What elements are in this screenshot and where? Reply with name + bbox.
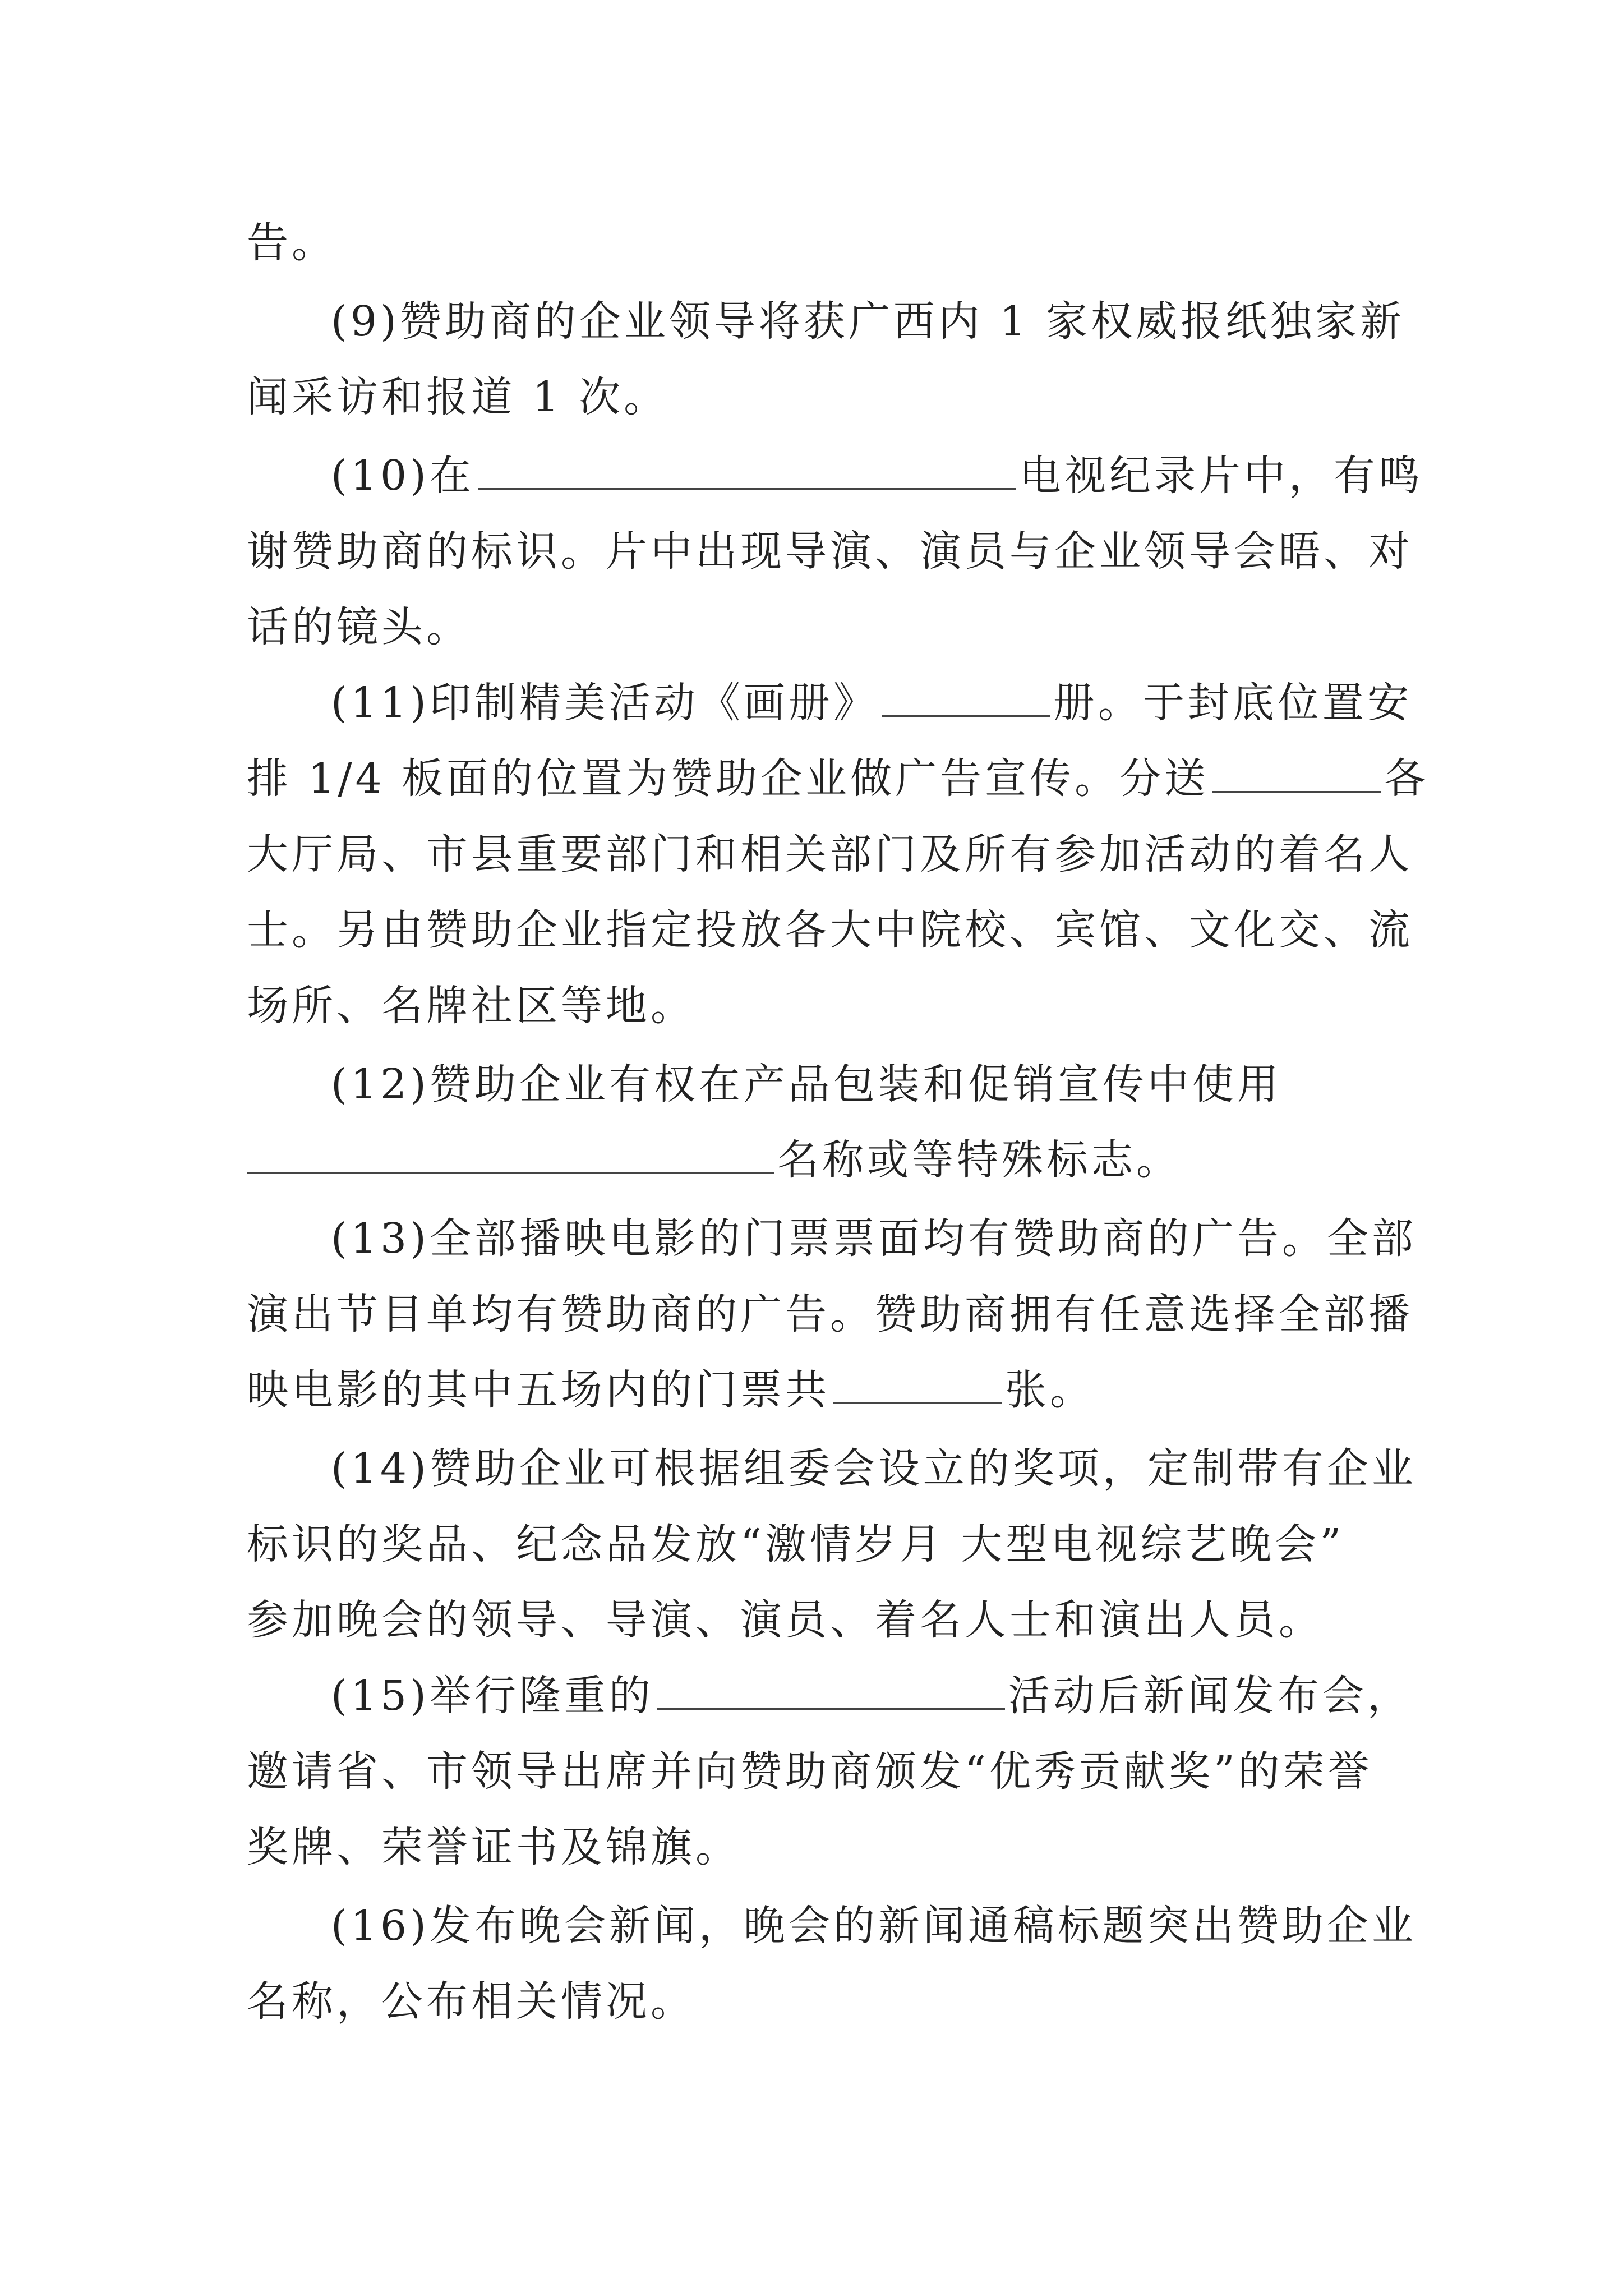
paragraph-14-line-1: (14)赞助企业可根据组委会设立的奖项，定制带有企业 [331, 1444, 1417, 1493]
paragraph-11-suffix: 册。于封底位置安 [1053, 679, 1412, 727]
fill-in-blank-documentary [478, 449, 1016, 490]
fill-in-blank-ticket-count [833, 1363, 1002, 1404]
paragraph-13-line-3-suffix: 张。 [1005, 1366, 1095, 1414]
paragraph-16-line-1: (16)发布晚会新闻，晚会的新闻通稿标题突出赞助企业 [331, 1902, 1417, 1950]
paragraph-10-line-3: 话的镜头。 [247, 603, 471, 651]
paragraph-11-line-3: 大厅局、市县重要部门和相关部门及所有参加活动的着名人 [247, 830, 1413, 878]
paragraph-9-line-1: (9)赞助商的企业领导将获广西内 1 家权威报纸独家新 [331, 297, 1405, 346]
paragraph-10-prefix: (10)在 [331, 452, 474, 500]
paragraph-10-suffix: 电视纪录片中，有鸣 [1019, 452, 1423, 500]
paragraph-12-suffix: 名称或等特殊标志。 [777, 1136, 1181, 1184]
paragraph-13-line-2: 演出节目单均有赞助商的广告。赞助商拥有任意选择全部播 [247, 1290, 1413, 1338]
paragraph-11-line-1 [331, 676, 1412, 730]
fill-in-blank-album-count [882, 676, 1050, 717]
paragraph-12-line-2 [247, 1133, 1391, 1187]
paragraph-11-prefix: (11)印制精美活动《画册》 [331, 679, 878, 727]
paragraph-13-line-3 [247, 1363, 1391, 1417]
fill-in-blank-event-name [657, 1669, 1005, 1710]
paragraph-14-line-2: 标识的奖品、纪念品发放“激情岁月 大型电视综艺晚会” [247, 1520, 1345, 1568]
paragraph-11-line-5: 场所、名牌社区等地。 [247, 982, 695, 1030]
paragraph-15-line-1 [331, 1669, 1412, 1723]
paragraph-12-line-1: (12)赞助企业有权在产品包装和促销宣传中使用 [331, 1060, 1282, 1108]
paragraph-16-line-2: 名称，公布相关情况。 [247, 1977, 695, 2026]
paragraph-13-line-3-prefix: 映电影的其中五场内的门票共 [247, 1366, 830, 1414]
paragraph-10-line-1 [331, 449, 1423, 503]
fill-in-blank-product-name [247, 1133, 774, 1174]
paragraph-15-line-3: 奖牌、荣誉证书及锦旗。 [247, 1823, 740, 1871]
paragraph-11-line-2 [247, 752, 1430, 806]
paragraph-15-prefix: (15)举行隆重的 [331, 1672, 654, 1720]
paragraph-8-tail: 告。 [247, 219, 336, 267]
paragraph-14-line-3: 参加晚会的领导、导演、演员、着名人士和演出人员。 [247, 1596, 1324, 1644]
paragraph-9-line-2: 闻采访和报道 1 次。 [247, 373, 669, 421]
paragraph-15-line-2: 邀请省、市领导出席并向赞助商颁发“优秀贡献奖”的荣誉 [247, 1747, 1373, 1796]
paragraph-15-suffix: 活动后新闻发布会， [1008, 1672, 1412, 1720]
paragraph-11-line-2-prefix: 排 1/4 板面的位置为赞助企业做广告宣传。分送 [247, 754, 1210, 803]
paragraph-13-line-1: (13)全部播映电影的门票票面均有赞助商的广告。全部 [331, 1214, 1417, 1263]
paragraph-11-line-2-suffix: 各 [1384, 754, 1430, 803]
paragraph-10-line-2: 谢赞助商的标识。片中出现导演、演员与企业领导会晤、对 [247, 527, 1413, 576]
fill-in-blank-distribution [1212, 752, 1381, 793]
paragraph-11-line-4: 士。另由赞助企业指定投放各大中院校、宾馆、文化交、流 [247, 906, 1413, 954]
